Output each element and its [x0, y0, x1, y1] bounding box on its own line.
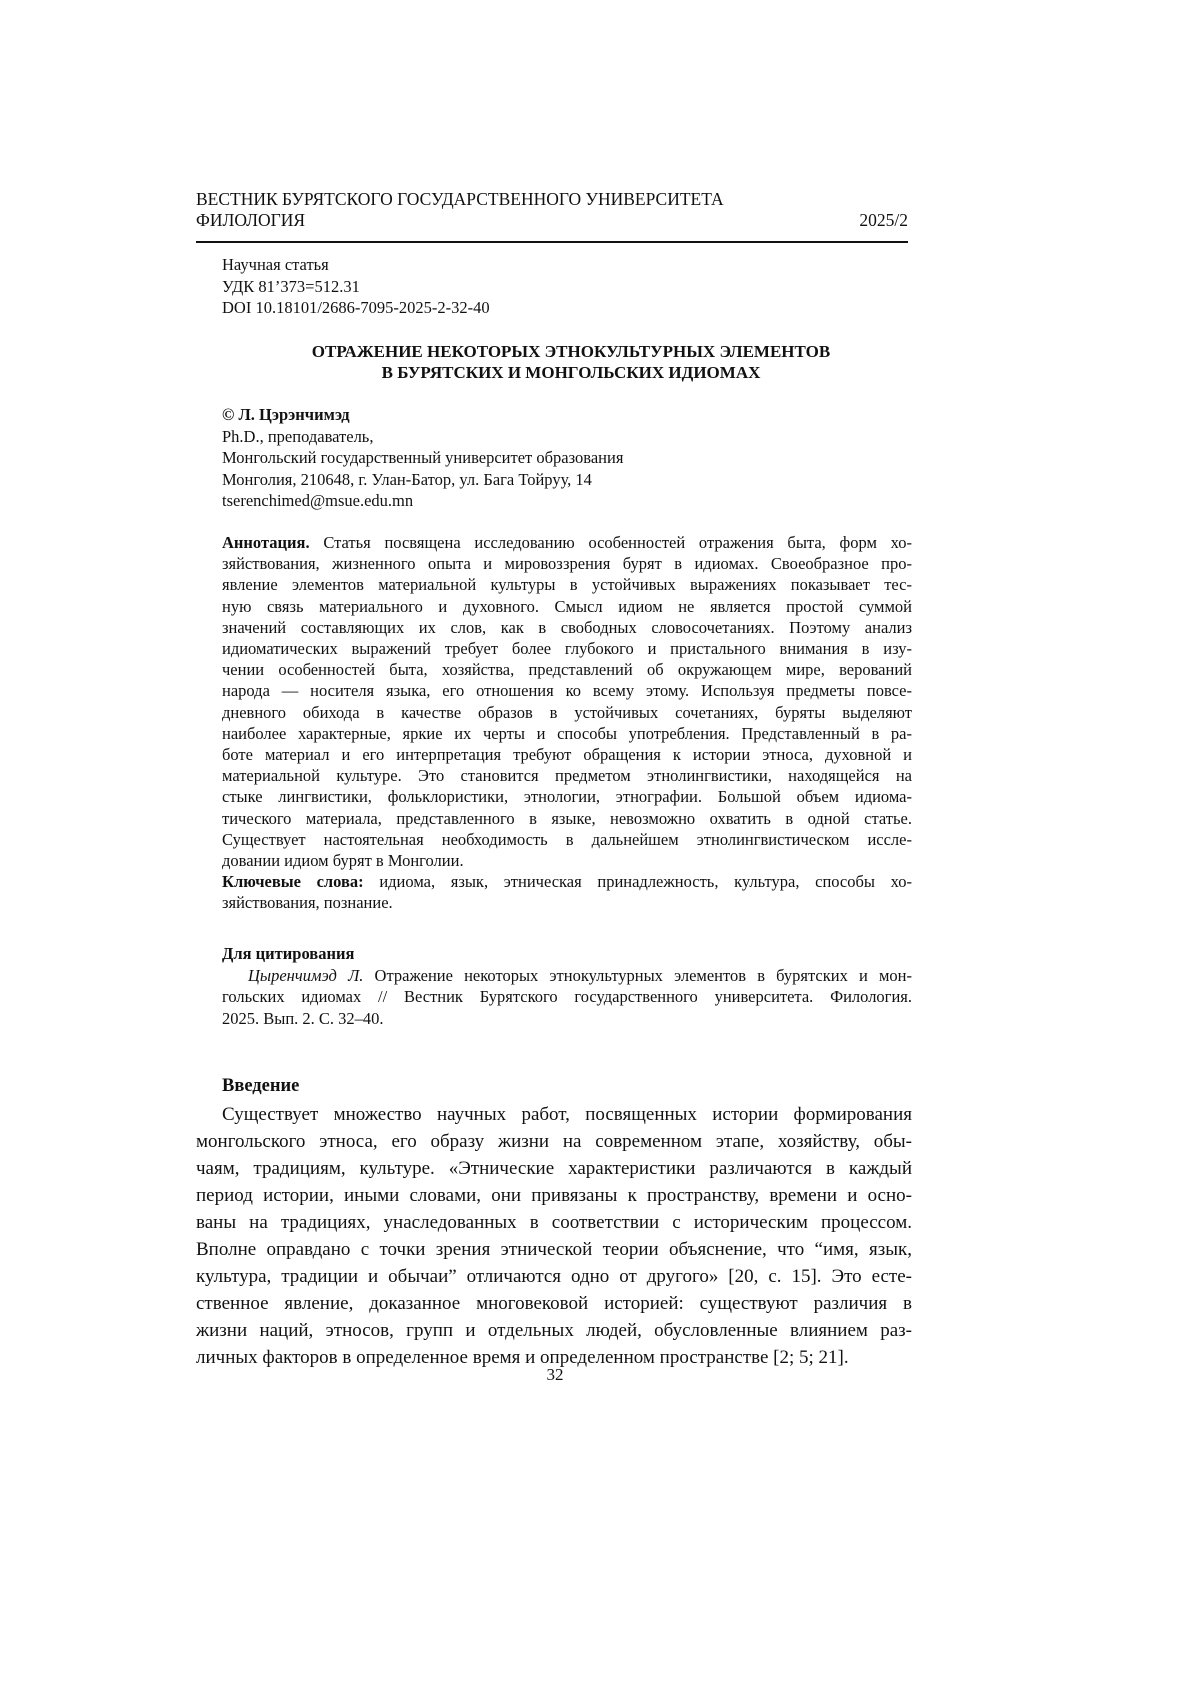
author-name: © Л. Цэрэнчимэд: [222, 405, 350, 424]
citation-author: Цыренчимэд Л.: [248, 965, 364, 985]
text-line: материальной культуре. Это становится предметом этнолингвистики, находящейся на: [222, 766, 912, 786]
author-affiliation: Монгольский государственный университет образования: [222, 448, 624, 467]
journal-name: ВЕСТНИК БУРЯТСКОГО ГОСУДАРСТВЕННОГО УНИВЕРСИТЕТА: [196, 189, 724, 209]
article-meta: [222, 254, 490, 319]
text-line: стыке лингвистики, фольклористики, этнологии, этнографии. Большой объем идиома-: [222, 787, 912, 807]
keywords-line: зяйствования, познание.: [222, 893, 393, 913]
text-line: значений составляющих их слов, как в свободных словосочетаниях. Поэтому анализ: [222, 617, 912, 637]
text-line: Существует множество научных работ, посвященных истории формирования: [222, 1104, 912, 1125]
text-line: Вполне оправдано с точки зрения этнической теории объяснение, что “имя, язык,: [196, 1239, 912, 1260]
text-line: явление элементов материальной культуры в устойчивых выражениях показывает тес-: [222, 575, 912, 595]
text-line: чении особенностей быта, хозяйства, представлений об окружающем мире, верований: [222, 660, 912, 680]
text-line: гольских идиомах // Вестник Бурятского государственного университета. Филология.: [222, 987, 912, 1006]
introduction: [196, 1076, 912, 1371]
text-line: ственное явление, доказанное многовековой историей: существуют различия в: [196, 1293, 912, 1314]
keywords: идиома, язык, этническая принадлежность, культура, способы хо-: [379, 872, 913, 892]
text-line: боте материал и его интерпретация требуют обращения к истории этноса, духовной и: [222, 745, 912, 765]
text-line: Существует настоятельная необходимость в дальнейшем этнолингвистическом иссле-: [222, 829, 912, 849]
text-line: монгольского этноса, его образу жизни на современном этапе, хозяйству, обы-: [196, 1131, 912, 1152]
article-type: Научная статья: [222, 255, 329, 274]
text-line: 2025. Вып. 2. С. 32–40.: [222, 1008, 384, 1028]
journal-section: ФИЛОЛОГИЯ: [196, 210, 306, 230]
citation-label: Для цитирования: [222, 944, 355, 963]
text-line: ную связь материального и духовного. Смысл идиом не является простой суммой: [222, 596, 912, 616]
page-number: 32: [546, 1365, 564, 1384]
text-line: личных факторов в определенное время и определенном пространстве [2; 5; 21].: [196, 1347, 849, 1368]
author-block: [222, 404, 623, 512]
article-title: [196, 341, 946, 383]
text-line: дневного обихода в качестве образов в устойчивых сочетаниях, буряты выделяют: [222, 702, 912, 722]
running-header: [196, 189, 908, 231]
title-line: В БУРЯТСКИХ И МОНГОЛЬСКИХ ИДИОМАХ: [381, 363, 761, 382]
title-line: ОТРАЖЕНИЕ НЕКОТОРЫХ ЭТНОКУЛЬТУРНЫХ ЭЛЕМЕНТОВ: [311, 342, 831, 361]
citation-line: Отражение некоторых этнокультурных элементов в бурятских и мон-: [374, 965, 913, 985]
abstract-line: Статья посвящена исследованию особенностей отражения быта, форм хо-: [323, 533, 912, 552]
text-line: жизни наций, этносов, групп и отдельных людей, обусловленные влиянием раз-: [196, 1320, 912, 1341]
text-line: чаям, традициям, культуре. «Этнические характеристики различаются в каждый: [196, 1158, 912, 1179]
issue-number: 2025/2: [859, 210, 908, 230]
abstract-label: Аннотация.: [222, 533, 310, 552]
section-heading: Введение: [222, 1076, 300, 1096]
text-line: ваны на традициях, унаследованных в соответствии с историческим процессом.: [196, 1212, 912, 1233]
text-line: идиоматических выражений требует более глубокого и пристального внимания в изу-: [222, 639, 912, 659]
keywords-label: Ключевые слова:: [222, 872, 364, 892]
abstract: [222, 532, 912, 914]
author-email: tserenchimed@msue.edu.mn: [222, 491, 414, 510]
text-line: наиболее характерные, яркие их черты и способы употребления. Представленный в ра-: [222, 723, 912, 743]
udc-code: УДК 81’373=512.31: [222, 276, 360, 296]
text-line: культура, традиции и обычаи” отличаются одно от другого» [20, с. 15]. Это есте-: [196, 1266, 912, 1287]
text-line: период истории, иными словами, они привязаны к пространству, времени и осно-: [196, 1185, 912, 1206]
text-line: тического материала, представленного в языке, невозможно охватить в одной статье.: [222, 808, 912, 828]
header-rule: [196, 241, 908, 243]
doi: DOI 10.18101/2686-7095-2025-2-32-40: [222, 298, 490, 317]
text-line: народа — носителя языка, его отношения ко всему этому. Используя предметы повсе-: [222, 681, 912, 701]
author-address: Монголия, 210648, г. Улан-Батор, ул. Бага Тойруу, 14: [222, 469, 592, 489]
citation-block: [222, 943, 912, 1029]
text-line: довании идиом бурят в Монголии.: [222, 851, 464, 871]
author-position: Ph.D., преподаватель,: [222, 426, 374, 446]
text-line: зяйствования, жизненного опыта и мировоззрения бурят в идиомах. Своеобразное про-: [222, 554, 912, 574]
